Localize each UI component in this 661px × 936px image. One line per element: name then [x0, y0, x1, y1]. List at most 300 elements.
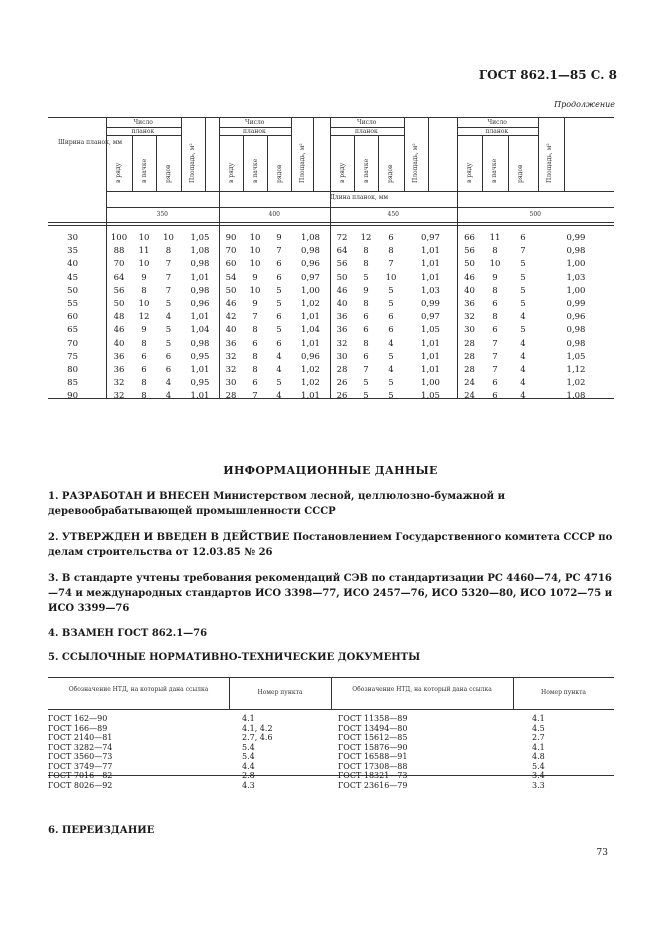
cell-count: 6: [252, 338, 258, 349]
cell-count: 5: [520, 285, 526, 296]
main-table: [48, 117, 614, 400]
table-rule: [457, 135, 538, 136]
header-area: Площадь, м²: [546, 143, 553, 183]
table-rule: [181, 117, 182, 191]
ref-item: 4.4: [242, 761, 255, 771]
cell-area: 1,01: [190, 312, 210, 323]
info-item-6: 6. ПЕРЕИЗДАНИЕ: [48, 825, 155, 836]
ref-item: 4.1, 4.2: [242, 723, 273, 733]
cell-count: 4: [165, 378, 172, 389]
ref-item: 2.7: [532, 733, 545, 742]
cell-area: 0,96: [566, 312, 586, 323]
cell-area: 1,08: [566, 391, 586, 402]
cell-count: 36: [225, 338, 237, 349]
header-in-pack: в пачке: [252, 158, 259, 183]
cell-count: 6: [388, 325, 394, 336]
cell-area: 0,98: [190, 285, 210, 296]
page-number: 73: [596, 848, 608, 858]
group-count-label: Число: [133, 119, 153, 126]
ref-header-doc-right: Обозначение НТД, на который дана ссылка: [352, 686, 492, 693]
cell-area: 1,05: [421, 325, 440, 336]
continuation-label: Продолжение: [554, 100, 615, 109]
ref-item: 2.8: [242, 771, 255, 780]
cell-count: 5: [276, 378, 282, 389]
cell-area: 1,08: [301, 233, 320, 243]
cell-count: 5: [165, 325, 172, 336]
cell-count: 6: [388, 233, 394, 243]
cell-area: 1,02: [301, 378, 320, 389]
cell-count: 32: [113, 391, 125, 402]
ref-item: 4.1: [242, 714, 255, 723]
cell-count: 5: [276, 325, 282, 336]
ref-doc: ГОСТ 162—90: [48, 714, 108, 723]
cell-count: 4: [520, 378, 526, 389]
cell-count: 5: [363, 378, 369, 389]
cell-count: 50: [225, 285, 237, 296]
ref-doc: ГОСТ 17308—88: [338, 761, 408, 771]
cell-area: 1,00: [566, 259, 586, 270]
cell-count: 28: [464, 338, 475, 349]
group-planks-label: планок: [485, 128, 509, 135]
cell-count: 56: [113, 285, 125, 296]
cell-count: 10: [138, 299, 150, 309]
header-rows: рядов: [276, 164, 283, 183]
cell-count: 7: [165, 259, 172, 270]
cell-count: 5: [165, 299, 172, 309]
cell-count: 50: [336, 272, 348, 283]
cell-count: 9: [492, 272, 498, 283]
cell-count: 9: [141, 325, 147, 336]
header-in-pack: в пачке: [141, 158, 148, 183]
cell-count: 32: [225, 365, 237, 375]
cell-count: 4: [520, 391, 526, 402]
header-rows: рядов: [387, 164, 394, 183]
cell-count: 30: [464, 325, 475, 336]
table-rule: [48, 222, 614, 223]
ref-header-item-right: Номер пункта: [541, 689, 586, 696]
cell-count: 28: [464, 351, 475, 362]
header-in-pack: в пачке: [491, 158, 498, 183]
cell-count: 8: [492, 285, 498, 296]
cell-area: 0,97: [421, 233, 440, 243]
cell-area: 0,97: [421, 312, 440, 323]
cell-count: 26: [336, 378, 348, 389]
group-length: 400: [268, 211, 280, 218]
group-planks-label: планок: [131, 128, 155, 135]
cell-count: 8: [141, 338, 147, 349]
cell-count: 4: [165, 391, 172, 402]
header-rows: рядов: [517, 164, 524, 183]
cell-area: 1,01: [421, 246, 440, 257]
table-rule: [106, 207, 614, 208]
cell-count: 10: [249, 259, 261, 270]
cell-count: 4: [388, 338, 394, 349]
cell-count: 6: [492, 378, 498, 389]
cell-area: 1,02: [301, 365, 320, 375]
cell-count: 7: [165, 285, 172, 296]
cell-count: 28: [225, 391, 237, 402]
ref-item: 4.1: [532, 714, 545, 723]
cell-count: 24: [464, 378, 475, 389]
cell-count: 6: [276, 272, 282, 283]
cell-count: 7: [492, 365, 498, 375]
cell-count: 9: [363, 285, 369, 296]
cell-count: 8: [141, 285, 147, 296]
table-rule: [48, 225, 614, 226]
ref-doc: ГОСТ 7016—82: [48, 771, 113, 780]
cell-count: 7: [165, 272, 172, 283]
cell-count: 10: [163, 233, 174, 243]
header-in-row: в ряду: [228, 162, 235, 183]
cell-count: 5: [363, 272, 369, 283]
cell-count: 6: [520, 233, 526, 243]
ref-item: 3.3: [532, 780, 545, 790]
cell-count: 9: [252, 272, 258, 283]
ref-item: 3.4: [532, 771, 545, 780]
cell-area: 1,03: [566, 272, 586, 283]
table-rule: [482, 135, 483, 191]
cell-count: 4: [276, 391, 282, 402]
cell-count: 100: [110, 233, 128, 243]
cell-count: 46: [225, 299, 237, 309]
cell-area: 0,98: [190, 338, 210, 349]
cell-area: 0,98: [190, 259, 210, 270]
cell-count: 7: [492, 338, 498, 349]
ref-doc: ГОСТ 13494—80: [338, 723, 408, 733]
cell-count: 6: [363, 312, 369, 323]
cell-area: 1,01: [421, 259, 440, 270]
cell-area: 1,04: [190, 325, 210, 336]
cell-count: 28: [336, 365, 348, 375]
cell-count: 6: [492, 325, 498, 336]
ref-doc: ГОСТ 3282—74: [48, 742, 113, 752]
cell-count: 32: [113, 378, 125, 389]
cell-count: 10: [249, 233, 261, 243]
cell-count: 12: [360, 233, 372, 243]
table-rule: [243, 135, 244, 191]
header-in-row: в ряду: [466, 162, 473, 183]
ref-doc: ГОСТ 11358—89: [338, 714, 408, 723]
info-title: ИНФОРМАЦИОННЫЕ ДАННЫЕ: [223, 464, 438, 477]
cell-count: 48: [113, 312, 125, 323]
cell-count: 8: [363, 338, 369, 349]
header-area: Площадь, м²: [412, 143, 419, 183]
cell-count: 6: [276, 312, 282, 323]
cell-area: 0,96: [301, 259, 320, 270]
cell-count: 88: [113, 246, 125, 257]
cell-count: 4: [165, 312, 172, 323]
group-count-label: Число: [245, 119, 265, 126]
table-rule: [106, 191, 614, 192]
cell-count: 40: [336, 299, 348, 309]
cell-count: 6: [388, 312, 394, 323]
table-rule: [313, 117, 314, 191]
cell-area: 0,96: [301, 351, 320, 362]
table-rule: [538, 117, 539, 191]
cell-count: 4: [276, 365, 282, 375]
cell-count: 10: [385, 272, 397, 283]
cell-count: 5: [276, 299, 282, 309]
cell-count: 54: [225, 272, 237, 283]
cell-area: 1,01: [301, 312, 320, 323]
cell-count: 32: [225, 351, 237, 362]
group-length: 500: [529, 211, 541, 218]
ref-item: 4.5: [532, 723, 545, 733]
cell-area: 0,97: [301, 272, 320, 283]
row-width: 65: [67, 325, 78, 336]
cell-area: 0,99: [566, 233, 586, 243]
cell-count: 5: [363, 391, 369, 402]
cell-count: 5: [520, 299, 526, 309]
cell-area: 0,95: [190, 351, 210, 362]
reference-table: [48, 677, 614, 790]
cell-count: 8: [252, 365, 258, 375]
cell-count: 7: [252, 391, 258, 402]
ref-item: 5.4: [242, 742, 255, 752]
cell-count: 56: [336, 259, 348, 270]
row-width: 40: [67, 259, 78, 270]
cell-count: 8: [492, 246, 498, 257]
header-in-row: в ряду: [339, 162, 346, 183]
cell-count: 8: [363, 259, 369, 270]
row-width: 30: [67, 233, 78, 243]
cell-count: 9: [252, 299, 258, 309]
group-count-label: Число: [487, 119, 507, 126]
cell-count: 50: [464, 259, 475, 270]
cell-count: 70: [113, 259, 125, 270]
cell-count: 11: [138, 246, 150, 257]
table-rule: [428, 117, 429, 191]
cell-count: 8: [388, 246, 394, 257]
cell-count: 32: [336, 338, 348, 349]
cell-count: 11: [489, 233, 501, 243]
length-header: Длина планок, мм: [330, 194, 389, 201]
cell-area: 1,00: [301, 285, 320, 296]
ref-item: 4.1: [532, 742, 545, 752]
header-area: Площадь, м²: [299, 143, 306, 183]
cell-count: 46: [336, 285, 348, 296]
cell-count: 9: [141, 272, 147, 283]
table-rule: [378, 135, 379, 191]
width-header: Ширина планок, мм: [58, 139, 123, 146]
table-rule: [156, 135, 157, 191]
cell-count: 5: [388, 285, 394, 296]
cell-count: 4: [520, 351, 526, 362]
cell-count: 10: [249, 285, 261, 296]
ref-item: 2.7, 4.6: [242, 733, 273, 742]
row-width: 60: [67, 312, 78, 323]
cell-count: 7: [520, 246, 526, 257]
cell-area: 0,98: [566, 325, 586, 336]
cell-area: 1,02: [301, 299, 320, 309]
cell-area: 1,01: [421, 272, 440, 283]
table-rule: [132, 135, 133, 191]
cell-count: 4: [520, 312, 526, 323]
page-header-title: ГОСТ 862.1—85 С. 8: [478, 68, 617, 82]
row-width: 90: [67, 391, 78, 402]
group-length: 350: [156, 211, 168, 218]
cell-area: 1,03: [421, 285, 440, 296]
cell-count: 10: [489, 259, 501, 270]
cell-area: 1,01: [190, 365, 210, 375]
cell-area: 1,01: [301, 338, 320, 349]
cell-area: 1,01: [421, 338, 440, 349]
cell-count: 28: [464, 365, 475, 375]
header-area: Площадь, м²: [189, 143, 196, 183]
cell-area: 1,05: [421, 391, 440, 402]
cell-count: 40: [225, 325, 237, 336]
cell-count: 90: [225, 233, 237, 243]
ref-item: 4.8: [532, 752, 545, 761]
cell-count: 4: [388, 365, 394, 375]
cell-count: 5: [276, 285, 282, 296]
cell-area: 0,96: [190, 299, 210, 309]
cell-count: 7: [492, 351, 498, 362]
ref-doc: ГОСТ 2140—81: [48, 733, 113, 742]
cell-count: 5: [520, 272, 526, 283]
ref-header-item-left: Номер пункта: [257, 689, 303, 696]
cell-count: 9: [276, 233, 282, 243]
group-length: 450: [387, 211, 399, 218]
row-width: 80: [67, 365, 78, 375]
row-width: 45: [67, 272, 78, 283]
cell-count: 6: [141, 351, 147, 362]
cell-area: 1,02: [566, 378, 586, 389]
info-item-1: 1. РАЗРАБОТАН И ВНЕСЕН Министерством лесной, целлюлозно-бумажной и деревообрабатывающей промышленности СССР: [48, 491, 505, 517]
cell-count: 8: [492, 312, 498, 323]
cell-count: 46: [113, 325, 125, 336]
cell-count: 5: [388, 378, 394, 389]
cell-count: 7: [363, 365, 369, 375]
cell-count: 4: [520, 338, 526, 349]
cell-area: 0,98: [566, 246, 586, 257]
ref-doc: ГОСТ 3749—77: [48, 761, 113, 771]
cell-count: 6: [492, 299, 498, 309]
header-rows: рядов: [165, 164, 172, 183]
cell-area: 0,99: [421, 299, 440, 309]
ref-doc: ГОСТ 8026—92: [48, 780, 113, 790]
table-rule: [354, 135, 355, 191]
cell-count: 10: [249, 246, 261, 257]
row-width: 50: [67, 285, 78, 296]
cell-area: 1,01: [190, 272, 210, 283]
cell-count: 6: [492, 391, 498, 402]
cell-count: 32: [464, 312, 475, 323]
cell-count: 70: [225, 246, 237, 257]
info-item-4: 4. ВЗАМЕН ГОСТ 862.1—76: [48, 628, 208, 639]
cell-count: 42: [225, 312, 237, 323]
cell-count: 5: [388, 351, 394, 362]
cell-count: 40: [464, 285, 475, 296]
ref-doc: ГОСТ 18321—73: [338, 771, 408, 780]
cell-count: 8: [363, 299, 369, 309]
cell-area: 1,05: [190, 233, 210, 243]
cell-area: 1,08: [190, 246, 210, 257]
cell-count: 5: [165, 338, 172, 349]
cell-count: 6: [141, 365, 147, 375]
cell-count: 8: [252, 325, 258, 336]
cell-count: 24: [464, 391, 475, 402]
table-rule: [48, 775, 614, 776]
cell-count: 72: [336, 233, 348, 243]
ref-header-doc-left: Обозначение НТД, на который дана ссылка: [68, 686, 209, 693]
ref-item: 5.4: [242, 752, 255, 761]
cell-count: 64: [336, 246, 348, 257]
row-width: 75: [67, 351, 78, 362]
cell-count: 30: [336, 351, 348, 362]
info-item-5: 5. ССЫЛОЧНЫЕ НОРМАТИВНО-ТЕХНИЧЕСКИЕ ДОКУМЕНТЫ: [48, 652, 421, 663]
cell-count: 36: [464, 299, 475, 309]
ref-doc: ГОСТ 23616—79: [338, 780, 408, 790]
ref-doc: ГОСТ 15612—85: [338, 733, 408, 742]
cell-count: 6: [165, 365, 172, 375]
cell-count: 4: [276, 351, 282, 362]
cell-count: 60: [225, 259, 237, 270]
table-rule: [48, 709, 614, 710]
table-rule: [48, 117, 614, 118]
cell-count: 8: [252, 351, 258, 362]
cell-area: 0,95: [190, 378, 210, 389]
cell-count: 10: [138, 259, 150, 270]
table-rule: [219, 135, 291, 136]
header-in-pack: в пачке: [363, 158, 370, 183]
cell-count: 66: [464, 233, 475, 243]
cell-count: 64: [113, 272, 125, 283]
info-item-2: 2. УТВЕРЖДЕН И ВВЕДЕН В ДЕЙСТВИЕ Постановлением Государственного комитета СССР по делам строительства от 12.03.85 № 26: [48, 532, 613, 558]
ref-doc: ГОСТ 16588—91: [338, 752, 408, 761]
ref-doc: ГОСТ 15876—90: [338, 742, 408, 752]
cell-area: 0,98: [301, 246, 320, 257]
table-rule: [330, 135, 404, 136]
cell-count: 10: [138, 233, 150, 243]
cell-area: 1,04: [301, 325, 320, 336]
cell-area: 1,00: [421, 378, 440, 389]
cell-area: 1,01: [421, 351, 440, 362]
cell-count: 56: [464, 246, 475, 257]
row-width: 85: [67, 378, 78, 389]
cell-count: 30: [225, 378, 237, 389]
cell-count: 46: [464, 272, 475, 283]
cell-area: 1,01: [301, 391, 320, 402]
cell-count: 6: [363, 325, 369, 336]
cell-count: 36: [336, 325, 348, 336]
info-item-3: 3. В стандарте учтены требования рекомендаций СЭВ по стандартизации РС 4460—74, РС 4716—74 и международных стандартов ИСО 3398—77, ИСО 2457—76, ИСО 5320—80, ИСО 1072—75 и ИСО 3399—76: [48, 573, 613, 614]
cell-count: 6: [252, 378, 258, 389]
cell-area: 0,98: [566, 338, 586, 349]
cell-area: 1,01: [190, 391, 210, 402]
row-width: 55: [67, 299, 78, 309]
cell-count: 6: [276, 338, 282, 349]
cell-count: 5: [520, 325, 526, 336]
cell-count: 6: [276, 259, 282, 270]
table-rule: [291, 117, 292, 191]
cell-count: 36: [113, 365, 125, 375]
group-count-label: Число: [357, 119, 377, 126]
cell-count: 8: [363, 246, 369, 257]
cell-count: 6: [165, 351, 172, 362]
cell-area: 1,12: [566, 365, 586, 375]
cell-count: 7: [276, 246, 282, 257]
cell-count: 8: [165, 246, 172, 257]
cell-area: 1,05: [566, 351, 586, 362]
cell-count: 5: [388, 299, 394, 309]
cell-count: 7: [388, 259, 394, 270]
cell-count: 6: [363, 351, 369, 362]
cell-count: 36: [336, 312, 348, 323]
cell-count: 40: [113, 338, 125, 349]
ref-item: 5.4: [532, 761, 545, 771]
table-rule: [267, 135, 268, 191]
